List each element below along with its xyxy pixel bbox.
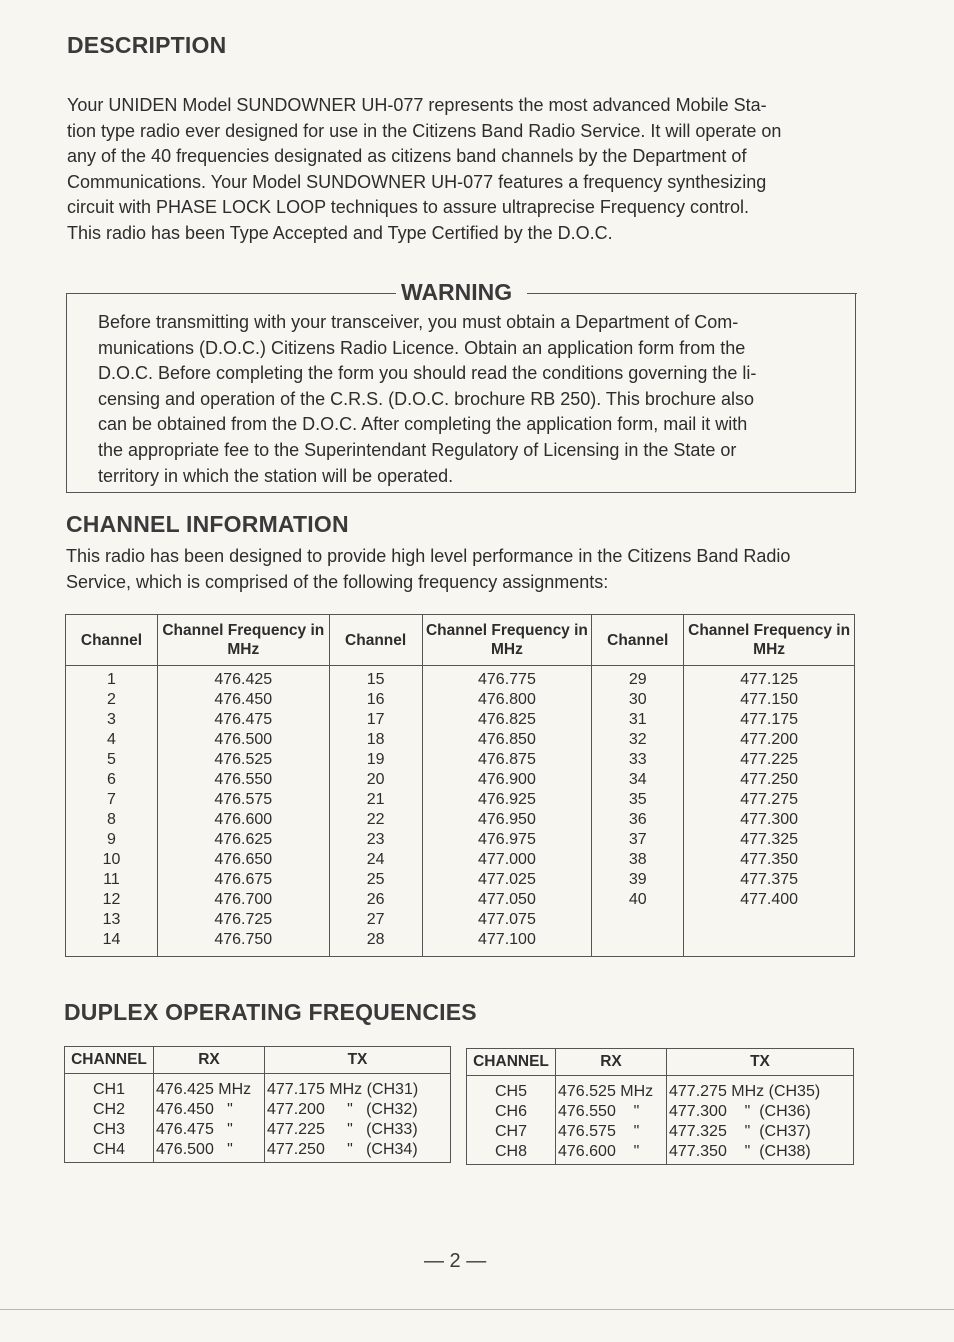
- channel-frequency: 476.675: [214, 871, 273, 888]
- channel-frequency: 477.300: [740, 811, 799, 828]
- channel-frequency: 476.600: [214, 811, 273, 828]
- warning-text: [98, 310, 828, 489]
- channel-frequency: 477.225: [740, 751, 799, 768]
- channel-frequency: 477.275: [740, 791, 799, 808]
- channel-number: 1: [107, 671, 116, 688]
- channel-number: 2: [107, 691, 116, 708]
- channel-number: 11: [103, 871, 120, 888]
- channel-number: 29: [628, 671, 647, 688]
- channel-number: 27: [366, 911, 385, 928]
- channel-number: 30: [628, 691, 647, 708]
- channel-number: 7: [107, 791, 116, 808]
- description-line: This radio has been Type Accepted and Type Certified by the D.O.C.: [67, 222, 613, 243]
- warning-box-top-border: [527, 293, 857, 294]
- channel-column: [329, 666, 422, 957]
- description-line: Communications. Your Model SUNDOWNER UH-077 features a frequency synthesizing: [67, 171, 767, 192]
- duplex-heading: DUPLEX OPERATING FREQUENCIES: [64, 999, 477, 1025]
- warning-title: WARNING: [401, 279, 513, 305]
- channel-frequency: 476.975: [478, 831, 536, 848]
- bottom-rule: [0, 1309, 954, 1310]
- duplex-channel-column: [467, 1076, 556, 1165]
- column-header: CHANNEL: [65, 1047, 154, 1074]
- channel-frequency: 476.825: [478, 711, 536, 728]
- channel-frequency: 476.425: [214, 671, 273, 688]
- channel-frequency: 476.950: [478, 811, 536, 828]
- channel-frequency: 476.750: [214, 931, 273, 948]
- warning-line: Before transmitting with your transceiver, you must obtain a Department of Com-: [98, 312, 739, 332]
- channel-frequency: 476.450: [214, 691, 273, 708]
- duplex-rx-frequency: 476.550 ": [558, 1103, 640, 1120]
- duplex-tx-frequency: 477.175 MHz (CH31): [267, 1081, 419, 1098]
- duplex-channel: CH4: [92, 1141, 125, 1158]
- duplex-channel-column: [65, 1074, 154, 1163]
- channel-frequency: 476.900: [478, 771, 536, 788]
- channel-frequency: 477.075: [478, 911, 536, 928]
- channel-number: 14: [102, 931, 121, 948]
- duplex-rx-frequency: 476.450 ": [156, 1101, 233, 1118]
- duplex-rx-frequency: 476.575 ": [558, 1123, 640, 1140]
- duplex-channel: CH6: [494, 1103, 527, 1120]
- channel-number: 21: [366, 791, 385, 808]
- channel-info-line: This radio has been designed to provide high level performance in the Citizens Band Radio: [66, 546, 791, 566]
- channel-frequency: 476.925: [478, 791, 536, 808]
- channel-frequency: 476.875: [478, 751, 536, 768]
- channel-number: 39: [628, 871, 647, 888]
- description-paragraph: [67, 93, 857, 247]
- channel-number: 35: [628, 791, 647, 808]
- channel-frequency: 477.050: [478, 891, 536, 908]
- channel-number: 5: [107, 751, 116, 768]
- channel-frequency: 477.400: [740, 891, 799, 908]
- channel-frequency: 476.500: [214, 731, 273, 748]
- duplex-channel: CH7: [494, 1123, 527, 1140]
- channel-frequency: 477.375: [740, 871, 799, 888]
- channel-number: 8: [107, 811, 116, 828]
- channel-frequency: 477.000: [478, 851, 536, 868]
- frequency-column: [422, 666, 592, 957]
- duplex-rx-frequency: 476.500 ": [156, 1141, 233, 1158]
- channel-info-paragraph: [66, 544, 861, 595]
- column-header: Channel: [592, 615, 684, 666]
- channel-number: 16: [366, 691, 385, 708]
- description-line: any of the 40 frequencies designated as citizens band channels by the Department of: [67, 146, 747, 167]
- channel-number: 38: [628, 851, 647, 868]
- duplex-channel: CH1: [92, 1081, 125, 1098]
- duplex-table-left: [64, 1046, 451, 1163]
- column-header: CHANNEL: [467, 1049, 556, 1076]
- channel-frequency: 477.200: [740, 731, 799, 748]
- channel-number: 4: [107, 731, 116, 748]
- warning-line: munications (D.O.C.) Citizens Radio Licence. Obtain an application form from the: [98, 337, 746, 358]
- channel-info-line: Service, which is comprised of the following frequency assignments:: [66, 571, 609, 592]
- frequency-column: [684, 666, 855, 957]
- duplex-tx-frequency: 477.325 " (CH37): [669, 1123, 811, 1140]
- channel-number: 33: [628, 751, 647, 768]
- duplex-rx-column: [154, 1074, 265, 1163]
- channel-number: 15: [366, 671, 385, 688]
- description-line: Your UNIDEN Model SUNDOWNER UH-077 represents the most advanced Mobile Sta-: [67, 95, 767, 115]
- duplex-channel: CH3: [92, 1121, 125, 1138]
- channel-frequency: 477.175: [740, 711, 799, 728]
- duplex-rx-frequency: 476.425 MHz: [156, 1081, 252, 1098]
- channel-number: 22: [366, 811, 385, 828]
- channel-frequency: 476.550: [214, 771, 273, 788]
- channel-frequency: 476.475: [214, 711, 273, 728]
- duplex-rx-column: [556, 1076, 667, 1165]
- channel-frequency: 476.700: [214, 891, 273, 908]
- duplex-table-right: [466, 1048, 854, 1165]
- warning-line: the appropriate fee to the Superintendant Regulatory of Licensing in the State or: [98, 439, 737, 460]
- duplex-tx-frequency: 477.275 MHz (CH35): [669, 1083, 821, 1100]
- channel-number: 36: [628, 811, 647, 828]
- warning-line: censing and operation of the C.R.S. (D.O.C. brochure RB 250). This brochure also: [98, 388, 754, 409]
- channel-column: [592, 666, 684, 957]
- channel-frequency: 476.725: [214, 911, 273, 928]
- column-header: Channel: [66, 615, 158, 666]
- channel-info-heading: CHANNEL INFORMATION: [66, 511, 349, 537]
- duplex-rx-frequency: 476.525 MHz: [558, 1083, 654, 1100]
- channel-number: 28: [366, 931, 385, 948]
- channel-number: 10: [102, 851, 121, 868]
- duplex-channel: CH5: [494, 1083, 527, 1100]
- warning-line: can be obtained from the D.O.C. After completing the application form, mail it with: [98, 414, 748, 435]
- channel-number: 9: [107, 831, 116, 848]
- duplex-tx-frequency: 477.350 " (CH38): [669, 1143, 811, 1160]
- channel-frequency: 477.125: [740, 671, 799, 688]
- channel-number: 13: [102, 911, 121, 928]
- warning-line: D.O.C. Before completing the form you should read the conditions governing the li-: [98, 363, 757, 384]
- column-header: TX: [667, 1049, 854, 1076]
- channel-frequency: 477.025: [478, 871, 536, 888]
- warning-box-top-border: [66, 293, 396, 294]
- channel-frequency: 476.650: [214, 851, 273, 868]
- description-line: circuit with PHASE LOCK LOOP techniques to assure ultraprecise Frequency control.: [67, 197, 749, 218]
- column-header: Channel Frequency in MHz: [684, 615, 855, 666]
- channel-frequency: 476.625: [214, 831, 273, 848]
- channel-frequency: 477.325: [740, 831, 799, 848]
- column-header: TX: [265, 1047, 451, 1074]
- channel-column: [66, 666, 158, 957]
- channel-number: 6: [107, 771, 116, 788]
- channel-number: 23: [366, 831, 385, 848]
- column-header: RX: [556, 1049, 667, 1076]
- channel-number: 26: [366, 891, 385, 908]
- duplex-tx-frequency: 477.250 " (CH34): [267, 1141, 418, 1158]
- channel-number: 12: [102, 891, 121, 908]
- column-header: Channel Frequency in MHz: [422, 615, 592, 666]
- channel-number: 3: [107, 711, 116, 728]
- channel-number: 34: [628, 771, 647, 788]
- channel-frequency: 477.150: [740, 691, 799, 708]
- channel-frequency: 476.525: [214, 751, 273, 768]
- column-header: RX: [154, 1047, 265, 1074]
- channel-frequency: 476.775: [478, 671, 536, 688]
- duplex-channel: CH2: [92, 1101, 125, 1118]
- duplex-rx-frequency: 476.600 ": [558, 1143, 640, 1160]
- channel-number: 40: [628, 891, 647, 908]
- channel-number: 18: [366, 731, 385, 748]
- channel-number: 37: [628, 831, 647, 848]
- channel-number: 17: [366, 711, 385, 728]
- channel-frequency: 476.575: [214, 791, 273, 808]
- duplex-tx-column: [265, 1074, 451, 1163]
- warning-line: territory in which the station will be operated.: [98, 465, 454, 486]
- page-number: — 2 —: [424, 1250, 487, 1272]
- channel-frequency: 477.250: [740, 771, 799, 788]
- column-header: Channel: [329, 615, 422, 666]
- description-line: tion type radio ever designed for use in the Citizens Band Radio Service. It will operate on: [67, 120, 782, 141]
- channel-number: 19: [366, 751, 385, 768]
- channel-frequency: 476.800: [478, 691, 536, 708]
- duplex-tx-frequency: 477.200 " (CH32): [267, 1101, 418, 1118]
- duplex-rx-frequency: 476.475 ": [156, 1121, 233, 1138]
- frequency-column: [157, 666, 329, 957]
- column-header: Channel Frequency in MHz: [157, 615, 329, 666]
- duplex-tx-frequency: 477.300 " (CH36): [669, 1103, 811, 1120]
- channel-frequency: 476.850: [478, 731, 536, 748]
- channel-number: 32: [628, 731, 647, 748]
- description-heading: DESCRIPTION: [67, 32, 227, 58]
- channel-frequency: 477.350: [740, 851, 799, 868]
- duplex-tx-column: [667, 1076, 854, 1165]
- duplex-tx-frequency: 477.225 " (CH33): [267, 1121, 418, 1138]
- channel-number: 25: [366, 871, 385, 888]
- channel-frequency-table: [65, 614, 855, 957]
- channel-frequency: 477.100: [478, 931, 536, 948]
- channel-number: 31: [628, 711, 647, 728]
- channel-number: 20: [366, 771, 385, 788]
- channel-number: 24: [366, 851, 385, 868]
- duplex-channel: CH8: [494, 1143, 527, 1160]
